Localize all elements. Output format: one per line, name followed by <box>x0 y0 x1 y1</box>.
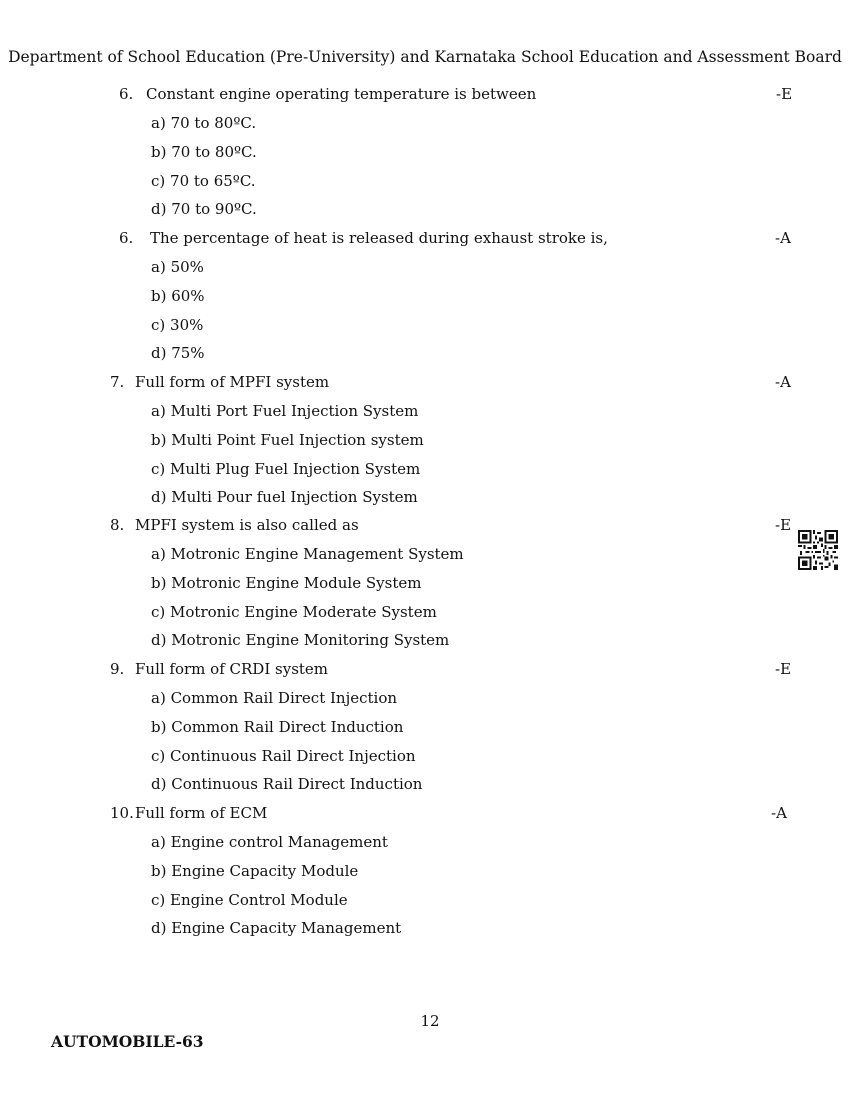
subject-code: AUTOMOBILE-63 <box>51 1032 204 1051</box>
option-d: d) 75% <box>151 344 205 363</box>
question-line <box>0 799 850 828</box>
option-c: c) 30% <box>151 315 204 334</box>
question-number: 7. <box>110 373 125 391</box>
question-text: Constant engine operating temperature is between <box>146 85 537 103</box>
question-text: Full form of MPFI system <box>135 373 330 391</box>
question-line <box>0 368 850 397</box>
question-block <box>0 224 850 368</box>
question-number: 6. <box>119 85 134 103</box>
question-line <box>0 224 850 253</box>
option-b: b) Multi Point Fuel Injection system <box>151 430 424 449</box>
question-text: The percentage of heat is released during exhaust stroke is, <box>150 229 608 247</box>
question-text: MPFI system is also called as <box>135 516 359 534</box>
option-b: b) Motronic Engine Module System <box>151 573 422 592</box>
question-line <box>0 511 850 540</box>
option-a: a) 70 to 80ºC. <box>151 114 257 132</box>
option-d: d) Continuous Rail Direct Induction <box>151 775 423 794</box>
question-block <box>0 655 850 799</box>
option-c: c) Engine Control Module <box>151 890 348 909</box>
question-tag: -E <box>776 85 793 103</box>
option-b: b) 60% <box>151 286 205 305</box>
question-block <box>0 511 850 655</box>
question-number: 10. <box>110 804 134 822</box>
question-tag: -A <box>775 229 791 247</box>
question-block <box>0 799 850 943</box>
question-number: 9. <box>110 660 125 678</box>
page-number: 12 <box>420 1012 440 1030</box>
option-a: a) Motronic Engine Management System <box>151 545 464 563</box>
question-tag: -A <box>775 373 791 391</box>
option-c: c) Continuous Rail Direct Injection <box>151 746 416 765</box>
question-tag: -E <box>775 516 792 534</box>
question-text: Full form of ECM <box>135 804 268 822</box>
qr-code-icon <box>798 530 838 570</box>
question-text: Full form of CRDI system <box>135 660 329 678</box>
option-d: d) Motronic Engine Monitoring System <box>151 631 450 650</box>
option-d: d) Engine Capacity Management <box>151 919 402 938</box>
question-line <box>0 80 850 109</box>
option-c: c) Multi Plug Fuel Injection System <box>151 459 421 478</box>
question-number: 8. <box>110 516 125 534</box>
option-b: b) Common Rail Direct Induction <box>151 717 404 736</box>
option-a: a) Common Rail Direct Injection <box>151 689 398 707</box>
question-block <box>0 80 850 224</box>
question-tag: -E <box>775 660 792 678</box>
option-c: c) 70 to 65ºC. <box>151 171 256 190</box>
option-d: d) Multi Pour fuel Injection System <box>151 488 418 507</box>
question-tag: -A <box>771 804 787 822</box>
option-a: a) 50% <box>151 258 204 276</box>
question-number: 6. <box>119 229 134 247</box>
option-b: b) Engine Capacity Module <box>151 861 359 880</box>
option-c: c) Motronic Engine Moderate System <box>151 602 437 621</box>
question-line <box>0 655 850 684</box>
option-a: a) Multi Port Fuel Injection System <box>151 402 419 420</box>
option-a: a) Engine control Management <box>151 833 388 851</box>
question-block <box>0 368 850 512</box>
option-b: b) 70 to 80ºC. <box>151 142 257 161</box>
page-header: Department of School Education (Pre-University) and Karnataka School Education and Assessment Board <box>8 48 842 66</box>
option-d: d) 70 to 90ºC. <box>151 200 257 219</box>
